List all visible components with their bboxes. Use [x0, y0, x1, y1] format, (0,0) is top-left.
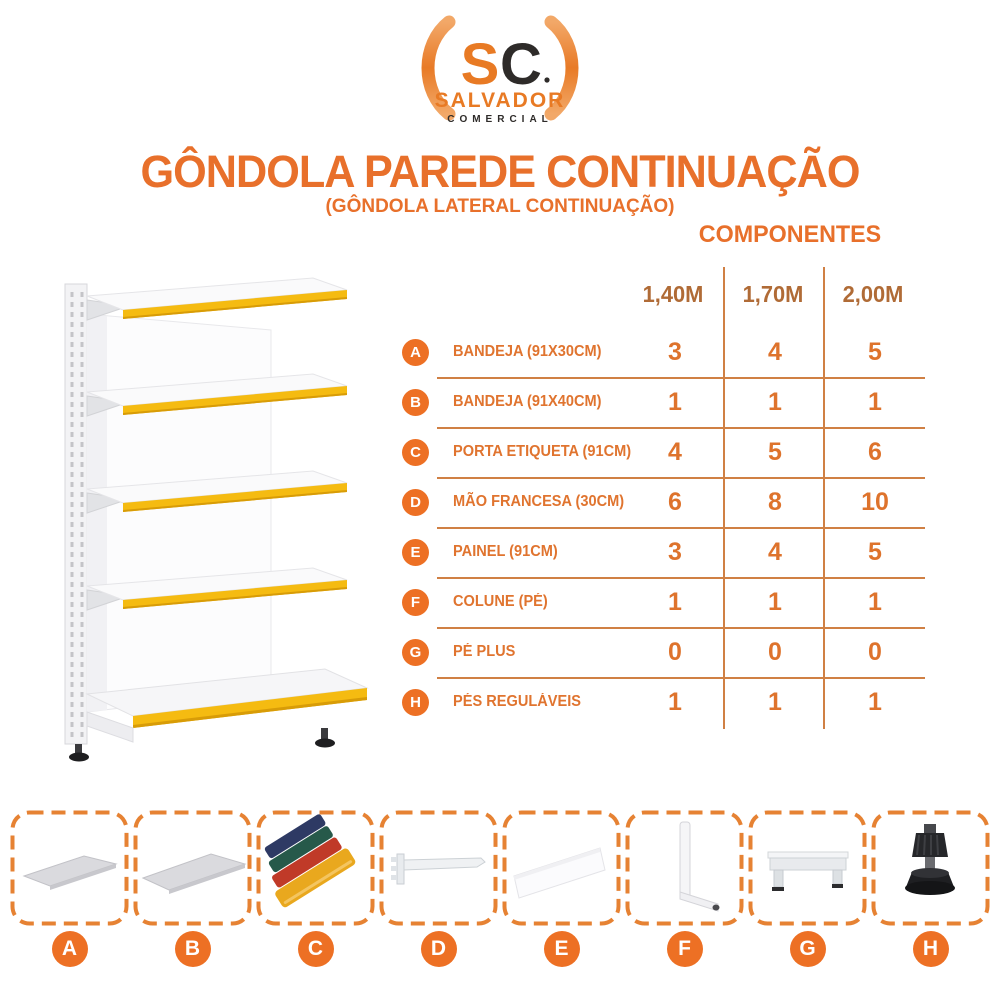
logo-letter-s: S — [460, 32, 500, 97]
leveling-foot — [315, 739, 335, 748]
components-table — [400, 265, 925, 737]
row-badge: C — [402, 439, 429, 466]
column-header: 1,40M — [642, 281, 704, 307]
tray-91x40-icon — [133, 810, 252, 926]
upright-column — [65, 284, 87, 744]
row-label: PÉS REGULÁVEIS — [453, 693, 581, 710]
row-label: BANDEJA (91X40CM) — [453, 393, 602, 410]
logo-name: SALVADOR — [434, 89, 566, 112]
component-box — [871, 810, 990, 926]
legend-badge: H — [913, 931, 949, 967]
legend-item-b — [133, 810, 252, 967]
component-box — [256, 810, 375, 926]
legend-item-g — [748, 810, 867, 967]
row-value: 1 — [768, 687, 782, 716]
row-value: 1 — [868, 687, 882, 716]
legend-item-d — [379, 810, 498, 967]
gondola-illustration — [25, 262, 390, 787]
row-badge: H — [402, 689, 429, 716]
row-label: BANDEJA (91X30CM) — [453, 343, 602, 360]
bracket-icon — [379, 810, 498, 926]
component-box — [748, 810, 867, 926]
row-label: PAINEL (91CM) — [453, 543, 558, 560]
legend-item-a — [10, 810, 129, 967]
foot-stem — [321, 728, 328, 739]
row-value: 5 — [768, 437, 782, 466]
row-badge: B — [402, 389, 429, 416]
table-row — [400, 427, 925, 477]
table-row — [400, 577, 925, 627]
logo-dot — [544, 77, 549, 82]
component-box — [625, 810, 744, 926]
table-row — [400, 627, 925, 677]
row-value: 1 — [868, 387, 882, 416]
legend-badge: A — [52, 931, 88, 967]
component-box — [133, 810, 252, 926]
row-badge: A — [402, 339, 429, 366]
row-value: 1 — [768, 387, 782, 416]
foot-stem — [75, 744, 82, 753]
row-value: 3 — [668, 337, 682, 366]
row-badge: E — [402, 539, 429, 566]
legend-item-e — [502, 810, 621, 967]
row-value: 0 — [768, 637, 782, 666]
panel-icon — [502, 810, 621, 926]
price-tag-strips-icon — [256, 810, 375, 926]
legend-item-f — [625, 810, 744, 967]
base-skirt — [87, 712, 133, 742]
row-value: 6 — [668, 487, 682, 516]
legend-badge: C — [298, 931, 334, 967]
row-value: 3 — [668, 537, 682, 566]
table-row — [400, 377, 925, 427]
table-row — [400, 677, 925, 727]
table-row — [400, 477, 925, 527]
legend-item-c — [256, 810, 375, 967]
row-value: 5 — [868, 337, 882, 366]
row-value: 4 — [768, 337, 782, 366]
legend-badge: G — [790, 931, 826, 967]
row-label: MÃO FRANCESA (30CM) — [453, 493, 625, 510]
row-value: 5 — [868, 537, 882, 566]
row-badge: F — [402, 589, 429, 616]
row-value: 0 — [868, 637, 882, 666]
row-label: PORTA ETIQUETA (91CM) — [453, 443, 632, 460]
leveling-foot — [69, 753, 89, 762]
adjustable-foot-icon — [871, 810, 990, 926]
page-subtitle: (GÔNDOLA LATERAL CONTINUAÇÃO) — [325, 196, 675, 217]
row-value: 4 — [668, 437, 682, 466]
row-value: 1 — [668, 387, 682, 416]
component-box — [502, 810, 621, 926]
legend-badge: D — [421, 931, 457, 967]
column-foot-icon — [625, 810, 744, 926]
back-panel — [87, 314, 271, 712]
logo-letter-c: C — [500, 32, 542, 97]
row-badge: G — [402, 639, 429, 666]
row-value: 6 — [868, 437, 882, 466]
column-header: 1,70M — [742, 281, 804, 307]
page-title: GÔNDOLA PAREDE CONTINUAÇÃO — [140, 146, 860, 197]
component-box — [379, 810, 498, 926]
row-badge: D — [402, 489, 429, 516]
row-value: 8 — [768, 487, 782, 516]
row-value: 1 — [668, 687, 682, 716]
row-label: COLUNE (PÉ) — [453, 593, 548, 610]
row-label: PÉ PLUS — [453, 643, 516, 660]
legend-badge: E — [544, 931, 580, 967]
table-row — [400, 527, 925, 577]
component-box — [10, 810, 129, 926]
components-legend — [10, 810, 990, 967]
legend-badge: B — [175, 931, 211, 967]
brand-logo-graphic — [385, 10, 615, 130]
pe-plus-base-icon — [748, 810, 867, 926]
tray-91x30-icon — [10, 810, 129, 926]
gondola-product-image — [25, 262, 390, 787]
table-row — [400, 327, 925, 377]
logo-tagline: COMERCIAL — [447, 114, 553, 125]
brand-logo — [385, 10, 615, 130]
row-value: 4 — [768, 537, 782, 566]
back-panel-shade — [87, 314, 107, 712]
row-value: 10 — [861, 487, 889, 516]
column-header: 2,00M — [842, 281, 904, 307]
legend-item-h — [871, 810, 990, 967]
row-value: 1 — [768, 587, 782, 616]
row-value: 1 — [668, 587, 682, 616]
components-heading: COMPONENTES — [698, 221, 882, 248]
row-value: 1 — [868, 587, 882, 616]
row-value: 0 — [668, 637, 682, 666]
legend-badge: F — [667, 931, 703, 967]
